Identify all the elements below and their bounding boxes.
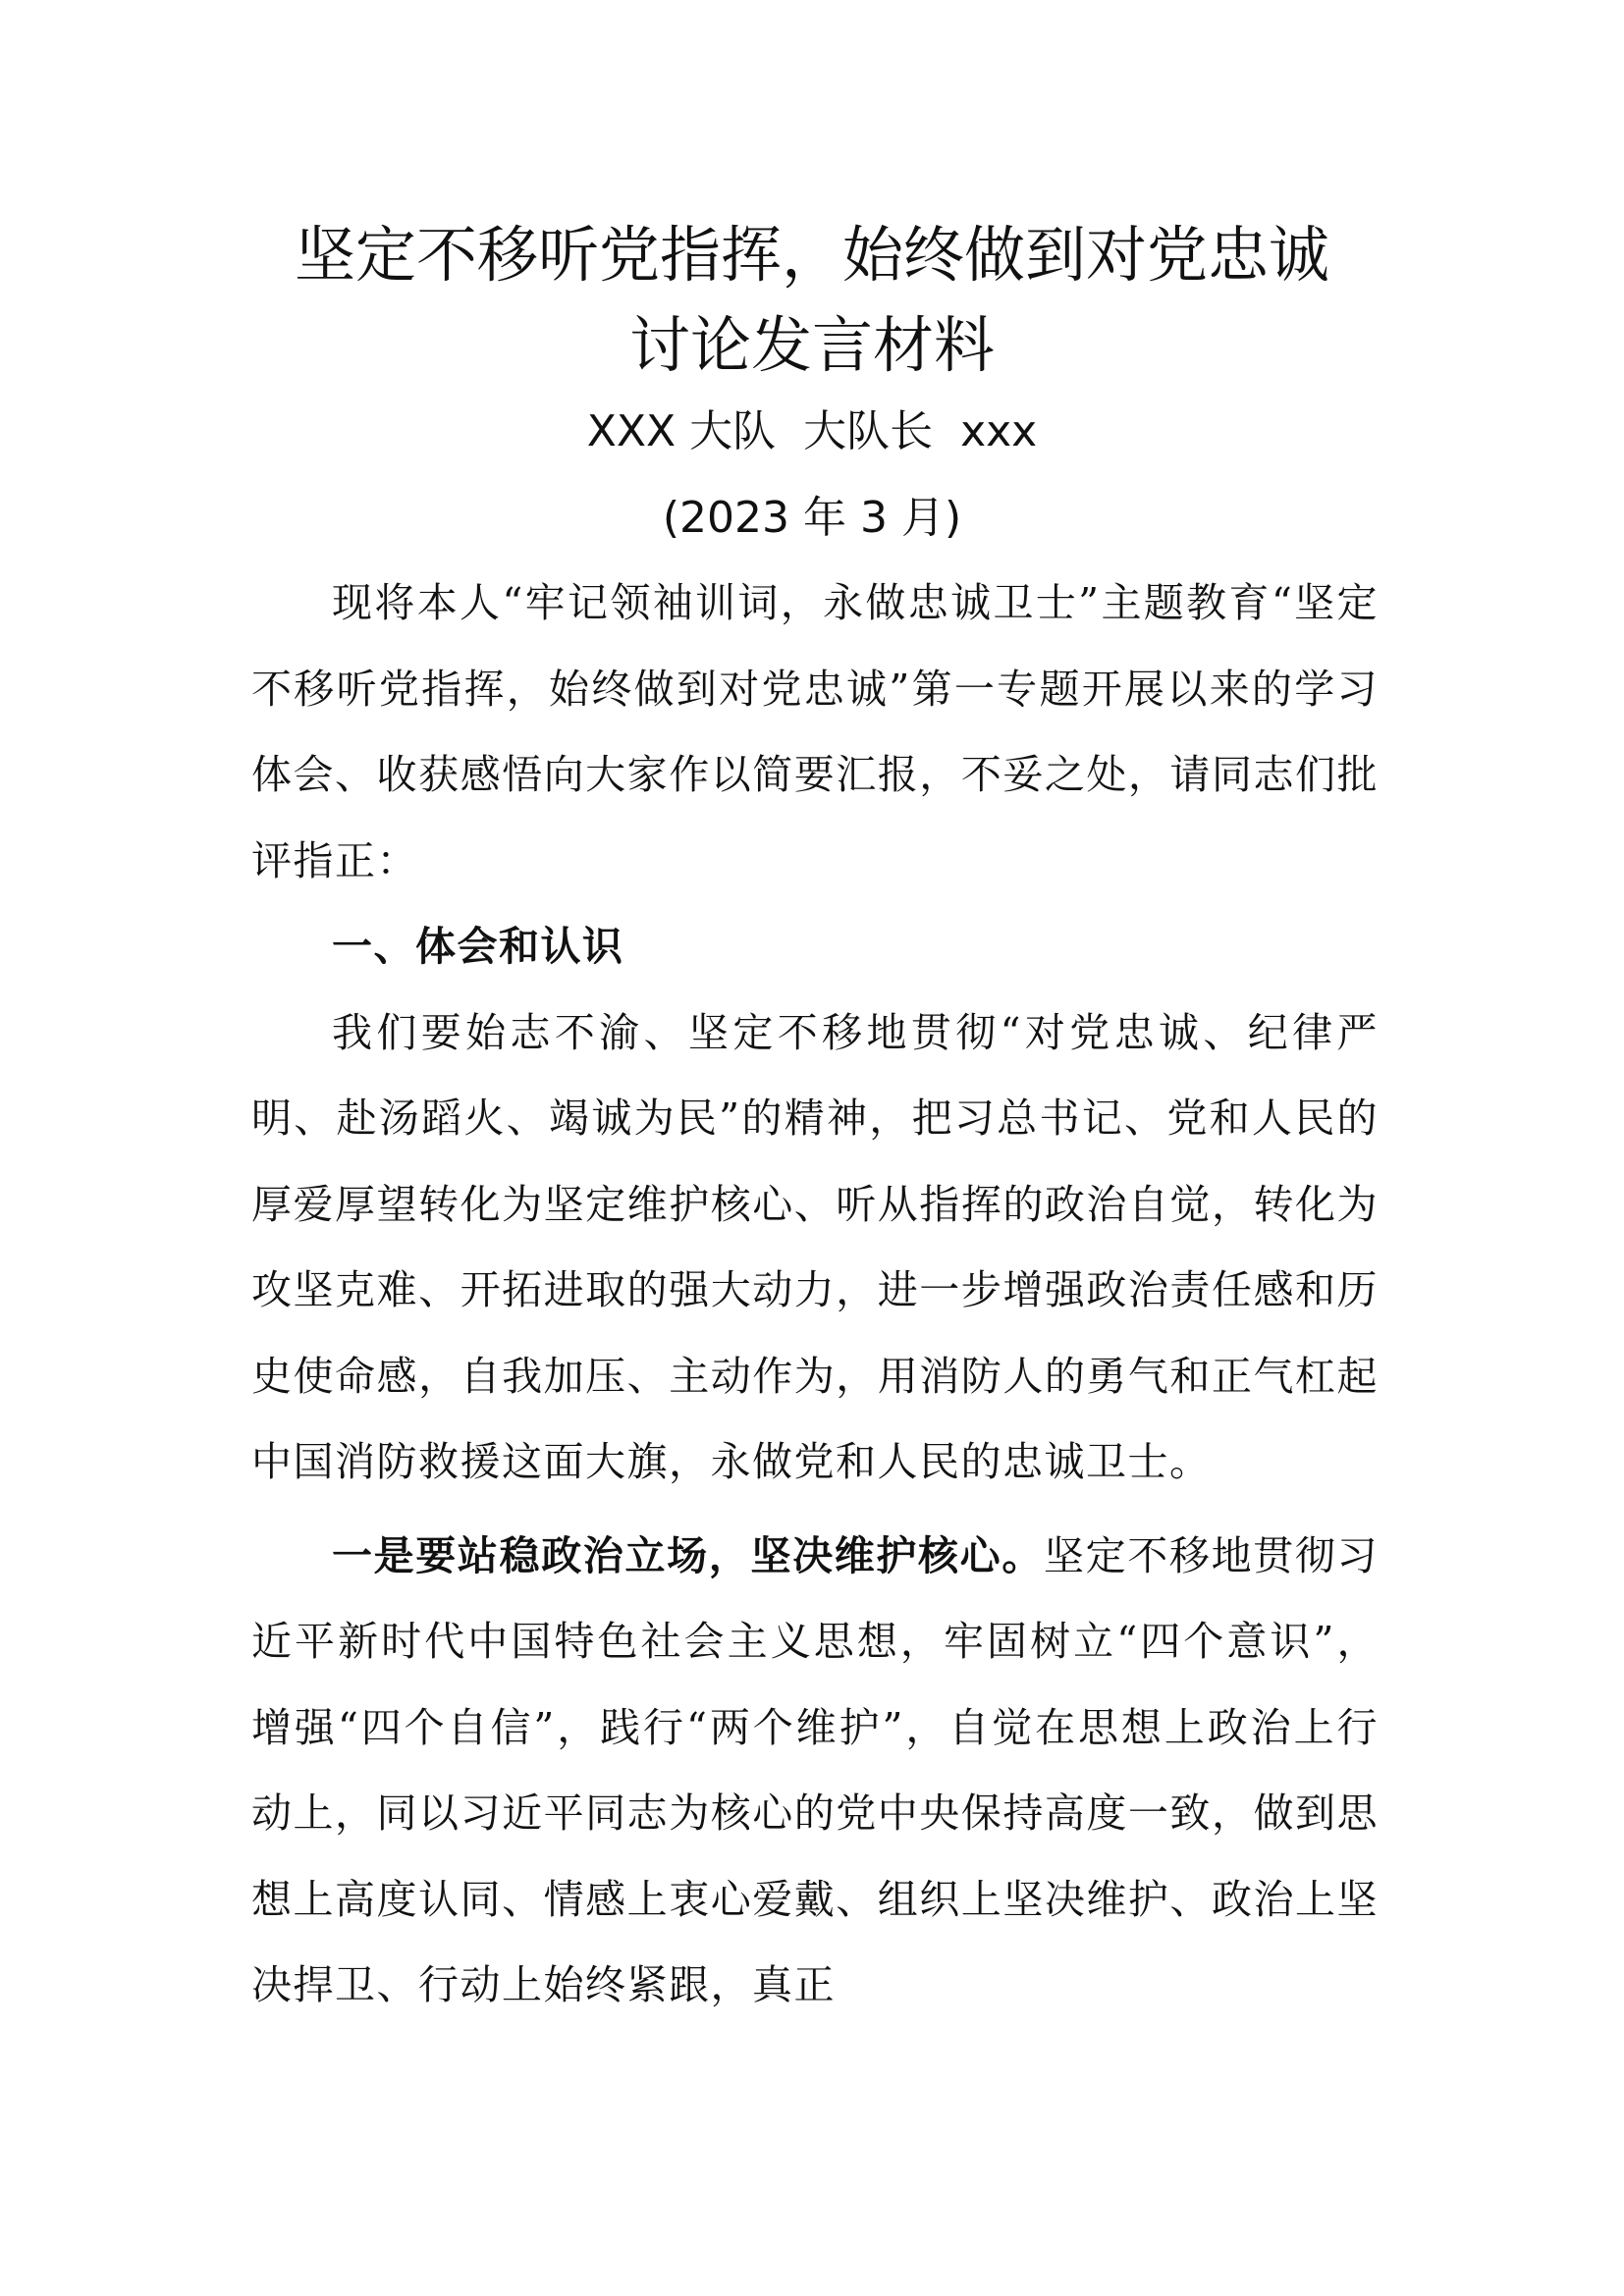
section-paragraph <box>251 990 1379 1506</box>
point-text: 坚定不移地贯彻习近平新时代中国特色社会主义思想，牢固树立“四个意识”，增强“四个自信”，践行“两个维护”，自觉在思想上政治上行动上，同以习近平同志为核心的党中央保持高度一致，做到思想上高度认同、情感上衷心爱戴、组织上坚决维护、政治上坚决捍卫、行动上始终紧跟，真正 <box>251 1531 1380 2008</box>
document-title-line-1: 坚定不移听党指挥，始终做到对党忠诚 <box>294 219 1329 291</box>
section-paragraph-text: 我们要始志不渝、坚定不移地贯彻“对党忠诚、纪律严明、赴汤蹈火、竭诚为民”的精神，把习总书记、党和人民的厚爱厚望转化为坚定维护核心、听从指挥的政治自觉，转化为攻坚克难、开拓进取的强大动力，进一步增强政治责任感和历史使命感，自我加压、主动作为，用消防人的勇气和正气杠起中国消防救援这面大旗，永做党和人民的忠诚卫士。 <box>251 1008 1379 1485</box>
point-lead: 一是要站稳政治立场，坚决维护核心。 <box>332 1531 1044 1579</box>
document-body <box>251 561 1379 2029</box>
point-paragraph <box>251 1514 1379 2029</box>
author-line: XXX 大队 大队长 xxx <box>586 406 1038 456</box>
date-line: (2023 年 3 月) <box>662 493 962 543</box>
intro-paragraph: 现将本人“牢记领袖训词，永做忠诚卫士”主题教育“坚定不移听党指挥，始终做到对党忠诚”第一专题开展以来的学习体会、收获感悟向大家作以简要汇报，不妥之处，请同志们批评指正： <box>251 579 1379 884</box>
section-heading: 一、体会和认识 <box>332 923 624 970</box>
document-title-line-2: 讨论发言材料 <box>628 309 995 381</box>
